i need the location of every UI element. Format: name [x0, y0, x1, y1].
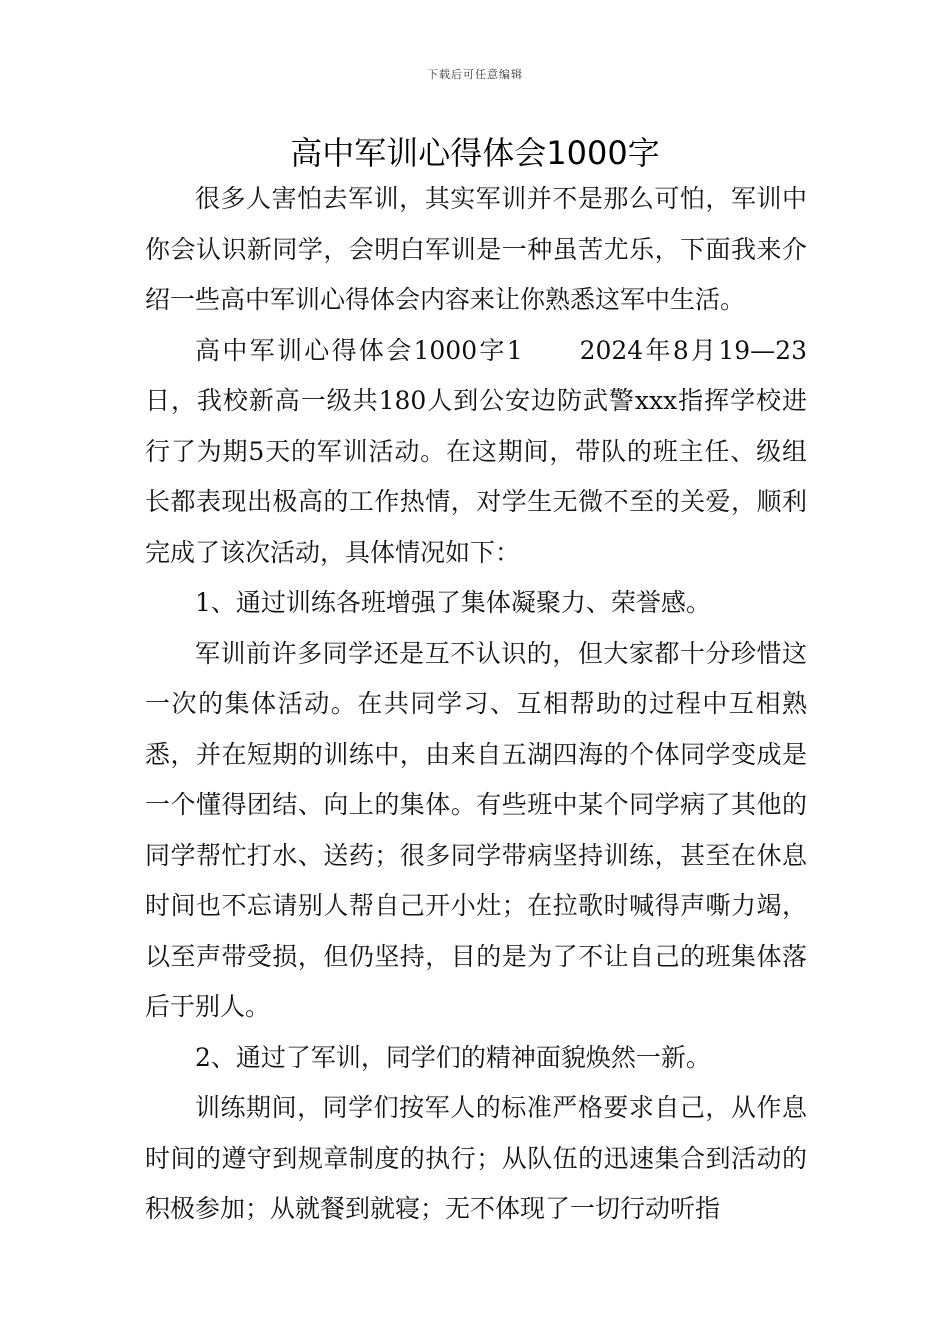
paragraph-point-2-detail: 训练期间，同学们按军人的标准严格要求自己，从作息时间的遵守到规章制度的执行；从队伍的迅速集合到活动的积极参加；从就餐到就寝；无不体现了一切行动听指	[145, 1093, 807, 1223]
paragraph-point-2: 2、通过了军训，同学们的精神面貌焕然一新。	[195, 1042, 711, 1072]
document-title: 高中军训心得体会1000字	[290, 134, 660, 172]
header-note: 下载后可任意编辑	[427, 68, 523, 81]
paragraph-point-1-detail: 军训前许多同学还是互不认识的，但大家都十分珍惜这一次的集体活动。在共同学习、互相帮助的过程中互相熟悉，并在短期的训练中，由来自五湖四海的个体同学变成是一个懂得团结、向上的集体。有些班中某个同学病了其他的同学帮忙打水、送药；很多同学带病坚持训练，甚至在休息时间也不忘请别人帮自己开小灶；在拉歌时喊得声嘶力竭，以至声带受损，但仍坚持，目的是为了不让自己的班集体落后于别人。	[145, 638, 807, 1021]
paragraph-article-1: 高中军训心得体会1000字1 2024年8月19—23日，我校新高一级共180人到公安边防武警xxx指挥学校进行了为期5天的军训活动。在这期间，带队的班主任、级组长都表现出极高的工作热情，对学生无微不至的关爱，顺利完成了该次活动，具体情况如下：	[145, 335, 807, 567]
document-body	[145, 174, 807, 1235]
paragraph-intro: 很多人害怕去军训，其实军训并不是那么可怕，军训中你会认识新同学，会明白军训是一种虽苦尤乐，下面我来介绍一些高中军训心得体会内容来让你熟悉这军中生活。	[145, 184, 807, 314]
paragraph-point-1: 1、通过训练各班增强了集体凝聚力、荣誉感。	[195, 588, 711, 617]
